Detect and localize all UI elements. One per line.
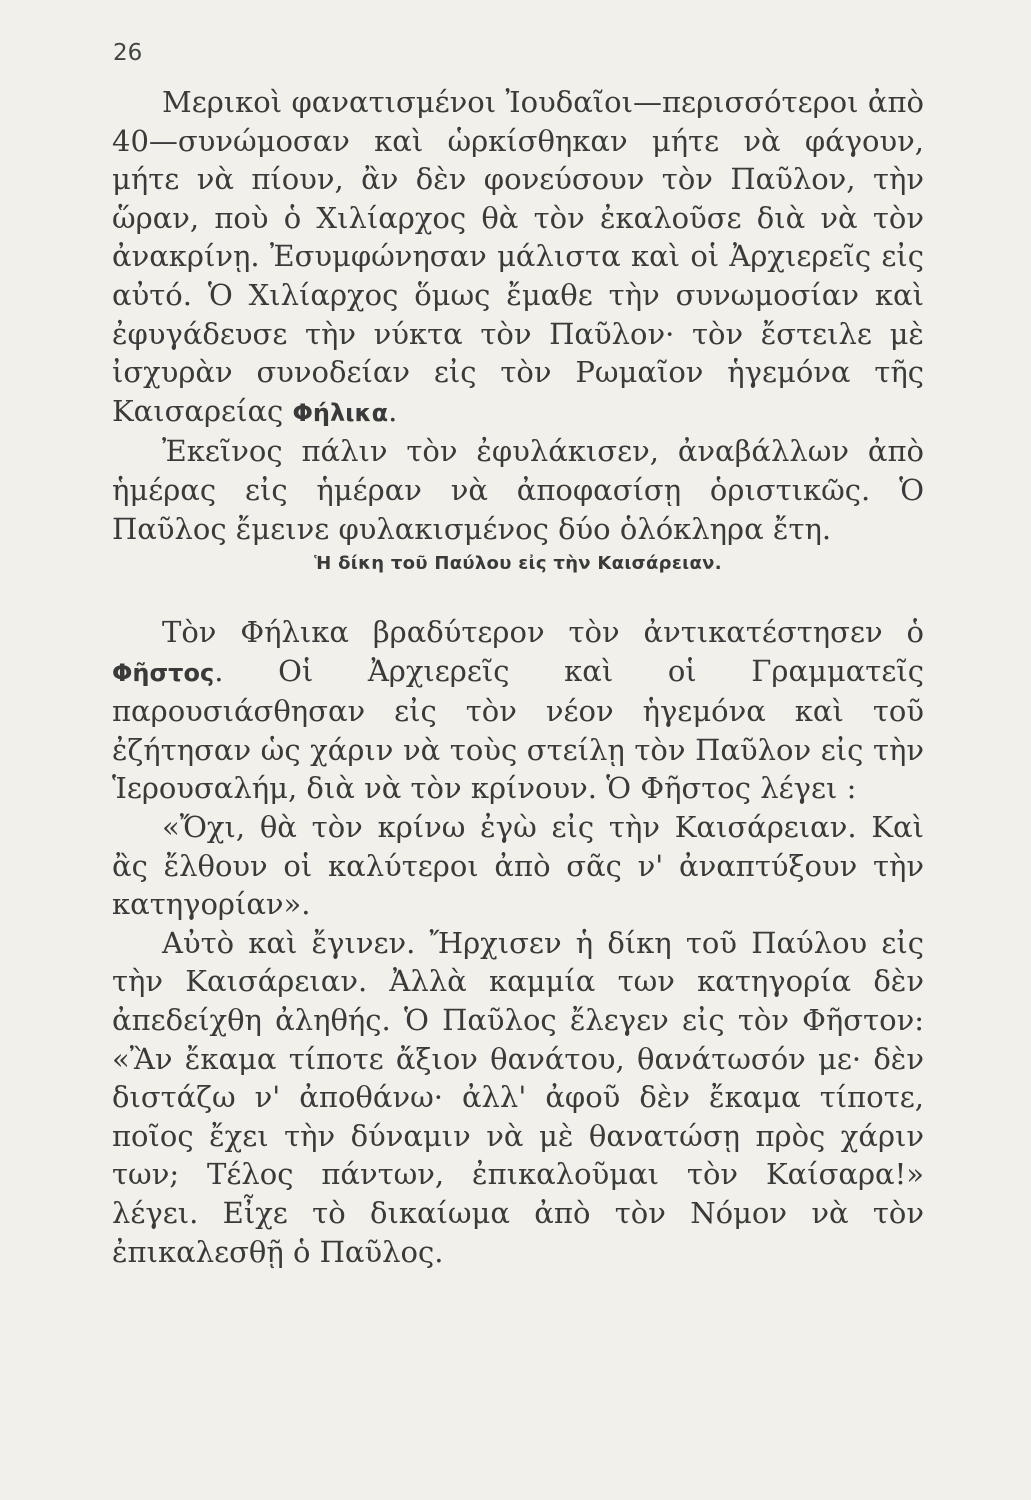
name-festus: Φῆστος — [112, 658, 215, 687]
paragraph-text: . — [388, 393, 398, 428]
section-1-text — [112, 83, 924, 548]
paragraph-conspiracy — [112, 83, 924, 432]
paragraph-trial: Αὐτὸ καὶ ἔγινεν. Ἤρχισεν ἡ δίκη τοῦ Παύλου εἰς τὴν Καισάρειαν. Ἀλλὰ καμμία των κατηγορία δὲν ἀπεδείχθη ἀληθής. Ὁ Παῦλος ἔλεγεν εἰς τὸν Φῆστον: «Ἂν ἔκαμα τίποτε ἄξιον θανάτου, θανάτωσόν με· δὲν διστάζω ν' ἀποθάνω· ἀλλ' ἀφοῦ δὲν ἔκαμα τίποτε, ποῖος ἔχει τὴν δύναμιν νὰ μὲ θανατώσῃ πρὸς χάριν των; Τέλος πάντων, ἐπικαλοῦμαι τὸν Καίσαρα!» λέγει. Εἶχε τὸ δικαίωμα ἀπὸ τὸν Νόμον νὰ τὸν ἐπικαλεσθῇ ὁ Παῦλος. — [112, 925, 924, 1269]
paragraph-festus — [112, 613, 924, 808]
section-2-text — [112, 613, 924, 1271]
name-felix: Φήλικα — [292, 398, 389, 427]
page-number: 26 — [113, 40, 143, 66]
paragraph-text: . Οἱ Ἀρχιερεῖς καὶ οἱ Γραμματεῖς παρουσιάσθησαν εἰς τὸν νέον ἡγεμόνα καὶ τοῦ ἐζήτησαν ὡς χάριν νὰ τοὺς στείλῃ τὸν Παῦλον εἰς τὴν Ἱερουσαλήμ, διὰ νὰ τὸν κρίνουν. Ὁ Φῆστος λέγει : — [112, 653, 924, 806]
section-heading: Ἡ δίκη τοῦ Παύλου εἰς τὴν Καισάρειαν. — [314, 553, 722, 574]
paragraph-imprisonment: Ἐκεῖνος πάλιν τὸν ἐφυλάκισεν, ἀναβάλλων ἀπὸ ἡμέρας εἰς ἡμέραν νὰ ἀποφασίσῃ ὁριστικῶς. Ὁ Παῦλος ἔμεινε φυλακισμένος δύο ὁλόκληρα ἔτη. — [112, 434, 924, 546]
paragraph-quote: «Ὄχι, θὰ τὸν κρίνω ἐγὼ εἰς τὴν Καισάρειαν. Καὶ ἂς ἔλθουν οἱ καλύτεροι ἀπὸ σᾶς ν' ἀναπτύξουν τὴν κατηγορίαν». — [112, 809, 924, 922]
paragraph-text: Τὸν Φήλικα βραδύτερον τὸν ἀντικατέστησεν ὁ — [162, 615, 924, 649]
paragraph-text: Μερικοὶ φανατισμένοι Ἰουδαῖοι—περισσότεροι ἀπὸ 40—συνώμοσαν καὶ ὡρκίσθηκαν μήτε νὰ φάγουν, μήτε νὰ πίουν, ἂν δὲν φονεύσουν τὸν Παῦλον, τὴν ὥραν, ποὺ ὁ Χιλίαρχος θὰ τὸν ἐκαλοῦσε διὰ νὰ τὸν ἀνακρίνῃ. Ἐσυμφώνησαν μάλιστα καὶ οἱ Ἀρχιερεῖς εἰς αὐτό. Ὁ Χιλίαρχος ὅμως ἔμαθε τὴν συνωμοσίαν καὶ ἐφυγάδευσε τὴν νύκτα τὸν Παῦλον· τὸν ἔστειλε μὲ ἰσχυρὰν συνοδείαν εἰς τὸν Ρωμαῖον ἡγεμόνα τῆς Καισαρείας — [112, 85, 924, 428]
